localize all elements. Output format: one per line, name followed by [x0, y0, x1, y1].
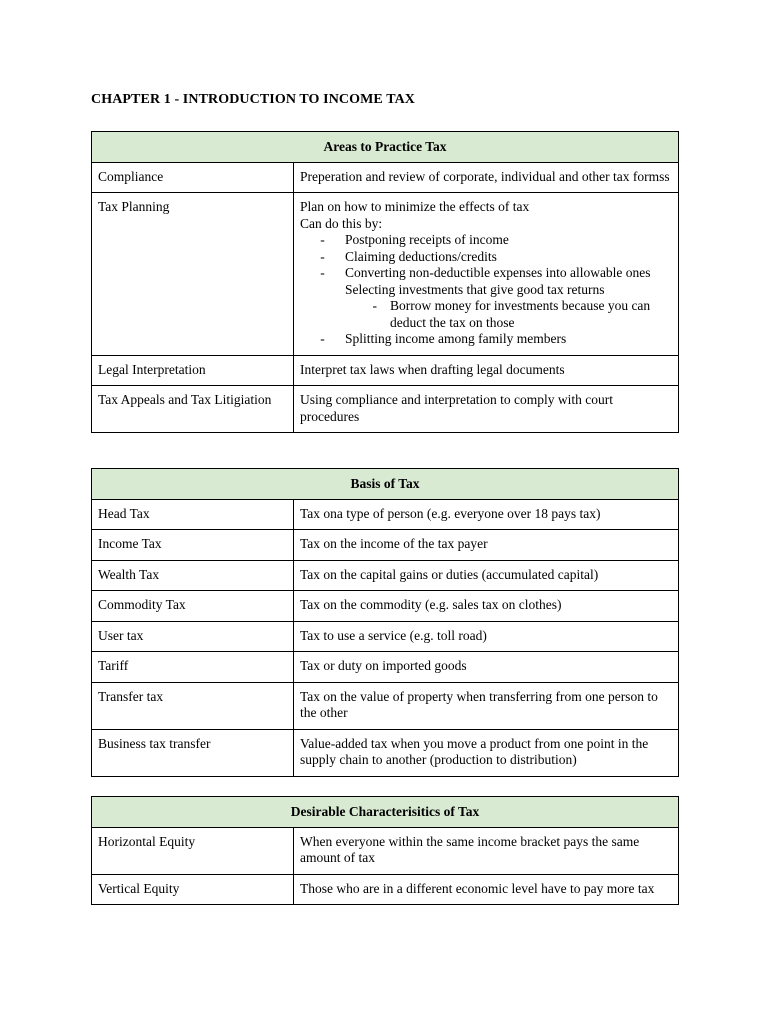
term-cell: Income Tax [92, 530, 294, 561]
dash-bullet-icon: - [320, 232, 325, 247]
description-cell: When everyone within the same income bracket pays the same amount of tax [294, 827, 679, 874]
term-cell: Business tax transfer [92, 729, 294, 776]
table-row [92, 499, 679, 530]
page-title: CHAPTER 1 - INTRODUCTION TO INCOME TAX [91, 92, 416, 107]
description-cell: Tax or duty on imported goods [294, 652, 679, 683]
description-cell [294, 193, 679, 356]
description-cell: Those who are in a different economic level have to pay more tax [294, 874, 679, 905]
table-row [92, 874, 679, 905]
description-cell: Preperation and review of corporate, individual and other tax formss [294, 162, 679, 193]
description-cell: Interpret tax laws when drafting legal documents [294, 355, 679, 386]
plan-text-line: Can do this by: [300, 215, 383, 231]
dash-bullet-icon: - [320, 331, 325, 346]
list-item-text: Converting non-deductible expenses into allowable ones [345, 265, 651, 280]
list-item-text: Splitting income among family members [345, 331, 567, 346]
table-header: Desirable Characterisitics of Tax [92, 797, 679, 828]
list-item [300, 249, 672, 266]
desirable-characteristics-table [91, 796, 679, 905]
table-row [92, 591, 679, 622]
table-header: Basis of Tax [92, 469, 679, 500]
dash-bullet-icon: - [320, 248, 325, 264]
list-item [300, 265, 672, 282]
table-row [92, 621, 679, 652]
term-cell: Transfer tax [92, 682, 294, 729]
list-item-text: Borrow money for investments because you can deduct the tax on those [390, 298, 651, 330]
table-row [92, 729, 679, 776]
sub-list-item [300, 298, 672, 331]
table-row [92, 560, 679, 591]
term-cell: Vertical Equity [92, 874, 294, 905]
term-cell: Wealth Tax [92, 560, 294, 591]
table-row [92, 193, 679, 356]
term-cell: Legal Interpretation [92, 355, 294, 386]
term-cell: Head Tax [92, 499, 294, 530]
term-cell: Horizontal Equity [92, 827, 294, 874]
dash-bullet-icon: - [372, 298, 377, 313]
dash-bullet-icon: - [320, 265, 325, 280]
description-cell: Using compliance and interpretation to comply with court procedures [294, 386, 679, 433]
table-row [92, 827, 679, 874]
table-row [92, 652, 679, 683]
table-row [92, 682, 679, 729]
table-row [92, 162, 679, 193]
table-header: Areas to Practice Tax [92, 132, 679, 163]
table-row [92, 355, 679, 386]
term-cell: Tax Appeals and Tax Litigiation [92, 386, 294, 433]
table-row [92, 386, 679, 433]
areas-to-practice-tax-table [91, 131, 679, 433]
plan-text-line: Plan on how to minimize the effects of tax [300, 199, 530, 214]
list-item [300, 331, 672, 348]
list-item-text: Claiming deductions/credits [345, 248, 497, 264]
list-item-text: Postponing receipts of income [345, 232, 509, 247]
description-cell: Tax to use a service (e.g. toll road) [294, 621, 679, 652]
description-cell: Tax on the commodity (e.g. sales tax on clothes) [294, 591, 679, 622]
term-cell: Tariff [92, 652, 294, 683]
table-row [92, 530, 679, 561]
description-cell: Tax on the value of property when transferring from one person to the other [294, 682, 679, 729]
term-cell: User tax [92, 621, 294, 652]
description-cell: Tax on the capital gains or duties (accumulated capital) [294, 560, 679, 591]
description-cell: Value-added tax when you move a product from one point in the supply chain to another (production to distribution) [294, 729, 679, 776]
description-cell: Tax ona type of person (e.g. everyone over 18 pays tax) [294, 499, 679, 530]
term-cell: Commodity Tax [92, 591, 294, 622]
list-item [300, 232, 672, 249]
description-cell: Tax on the income of the tax payer [294, 530, 679, 561]
term-cell: Compliance [92, 162, 294, 193]
list-item-continuation: Selecting investments that give good tax returns [345, 281, 605, 297]
basis-of-tax-table [91, 468, 679, 777]
term-cell: Tax Planning [92, 193, 294, 356]
